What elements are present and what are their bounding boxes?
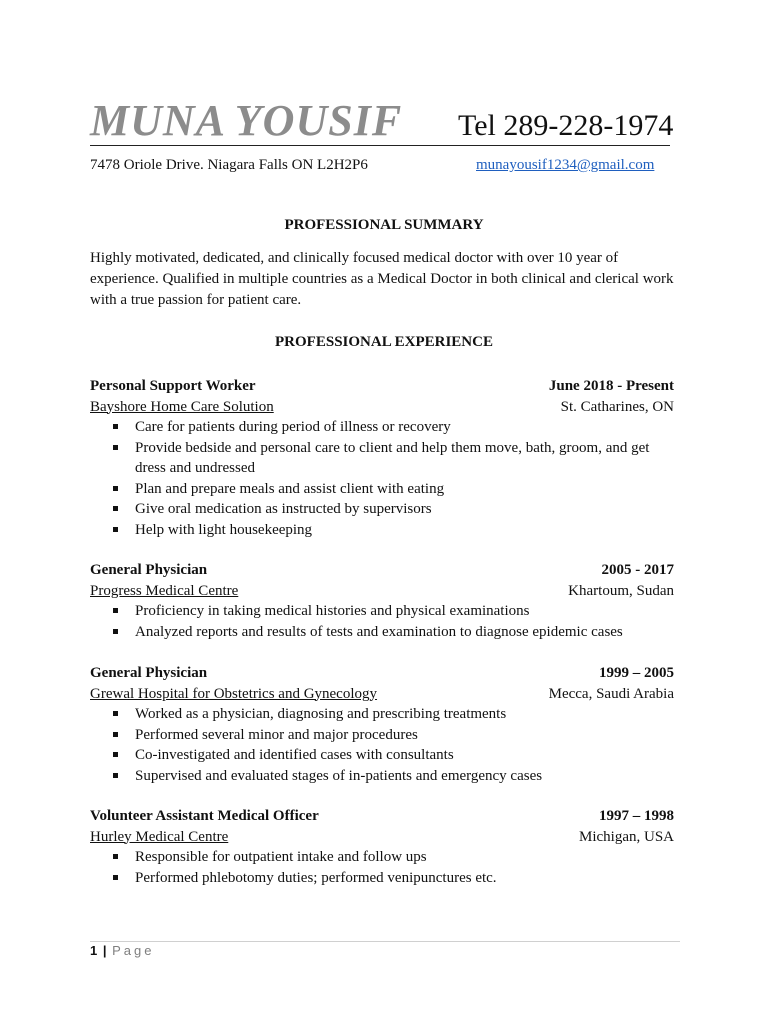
square-bullet-icon [113, 711, 118, 716]
job-employer[interactable]: Bayshore Home Care Solution [90, 398, 274, 415]
duty-text: Performed several minor and major procedures [135, 726, 418, 743]
duty-text: Provide bedside and personal care to client and help them move, bath, groom, and get dress and undressed [135, 439, 650, 476]
job-title: Volunteer Assistant Medical Officer [90, 808, 319, 824]
job-dates: 1999 – 2005 [599, 665, 674, 681]
square-bullet-icon [113, 773, 118, 778]
duty-list [90, 704, 674, 786]
experience-heading: PROFESSIONAL EXPERIENCE [275, 334, 493, 350]
square-bullet-icon [113, 875, 118, 880]
square-bullet-icon [113, 732, 118, 737]
job-header-row [90, 806, 674, 827]
phone-number: Tel 289-228-1974 [458, 109, 674, 142]
job-employer[interactable]: Grewal Hospital for Obstetrics and Gynecology [90, 685, 378, 702]
job-employer-row [90, 581, 674, 602]
job-entry [90, 560, 674, 642]
duty-text: Help with light housekeeping [135, 521, 313, 538]
header-divider [90, 145, 670, 146]
duty-text: Co-investigated and identified cases with consultants [135, 747, 454, 763]
job-title: General Physician [90, 665, 208, 681]
job-employer[interactable]: Progress Medical Centre [90, 582, 239, 599]
job-location: St. Catharines, ON [560, 398, 674, 415]
page-footer [90, 942, 155, 960]
job-header-row [90, 376, 674, 397]
square-bullet-icon [113, 527, 118, 532]
job-entry [90, 806, 674, 888]
duty-list [90, 847, 674, 888]
duty-text: Proficiency in taking medical histories and physical examinations [135, 603, 530, 619]
duty-item [90, 868, 674, 889]
duty-item [90, 725, 674, 746]
job-header-row [90, 663, 674, 684]
duty-item [90, 622, 674, 643]
duty-item [90, 766, 674, 787]
duty-item [90, 601, 674, 622]
job-entry [90, 663, 674, 786]
duty-list [90, 601, 674, 642]
duty-item [90, 704, 674, 725]
duty-list [90, 417, 674, 540]
square-bullet-icon [113, 752, 118, 757]
duty-text: Give oral medication as instructed by supervisors [135, 501, 432, 517]
job-location: Khartoum, Sudan [568, 582, 674, 599]
square-bullet-icon [113, 506, 118, 511]
duty-item [90, 479, 674, 500]
footer-divider [90, 941, 680, 942]
square-bullet-icon [113, 854, 118, 859]
duty-text: Plan and prepare meals and assist client with eating [135, 480, 445, 497]
square-bullet-icon [113, 608, 118, 613]
duty-item [90, 847, 674, 868]
job-employer-row [90, 827, 674, 848]
job-location: Mecca, Saudi Arabia [548, 685, 674, 702]
duty-text: Responsible for outpatient intake and follow ups [135, 849, 427, 865]
duty-item [90, 520, 674, 541]
job-employer-row [90, 684, 674, 705]
duty-item [90, 499, 674, 520]
duty-text: Worked as a physician, diagnosing and prescribing treatments [135, 706, 507, 722]
page-number: 1 [90, 943, 98, 958]
job-dates: 2005 - 2017 [601, 562, 674, 578]
square-bullet-icon [113, 424, 118, 429]
job-dates: June 2018 - Present [548, 378, 674, 394]
applicant-name: MUNA YOUSIF [90, 96, 403, 145]
email-link[interactable]: munayousif1234@gmail.com [476, 157, 655, 173]
job-title: General Physician [90, 562, 208, 578]
job-employer-row [90, 397, 674, 418]
job-employer[interactable]: Hurley Medical Centre [90, 828, 229, 845]
duty-text: Analyzed reports and results of tests and examination to diagnose epidemic cases [135, 623, 623, 640]
duty-text: Performed phlebotomy duties; performed venipunctures etc. [135, 869, 497, 886]
duty-text: Care for patients during period of illness or recovery [135, 419, 451, 435]
duty-item [90, 745, 674, 766]
square-bullet-icon [113, 445, 118, 450]
square-bullet-icon [113, 629, 118, 634]
job-header-row [90, 560, 674, 581]
duty-text: Supervised and evaluated stages of in-patients and emergency cases [135, 767, 543, 784]
job-entry [90, 376, 674, 540]
duty-item [90, 417, 674, 438]
square-bullet-icon [113, 486, 118, 491]
page-label: Page [112, 943, 155, 958]
address: 7478 Oriole Drive. Niagara Falls ON L2H2P6 [90, 157, 368, 173]
page-separator: | [102, 943, 107, 958]
duty-item [90, 438, 674, 479]
job-dates: 1997 – 1998 [599, 808, 674, 824]
job-title: Personal Support Worker [90, 378, 256, 394]
summary-heading: PROFESSIONAL SUMMARY [284, 217, 484, 233]
job-location: Michigan, USA [579, 828, 674, 845]
summary-text: Highly motivated, dedicated, and clinically focused medical doctor with over 10 year of experience. Qualified in multiple countries as a Medical Doctor in both clinical and clerical work with a true passion for patient care. [90, 250, 674, 308]
